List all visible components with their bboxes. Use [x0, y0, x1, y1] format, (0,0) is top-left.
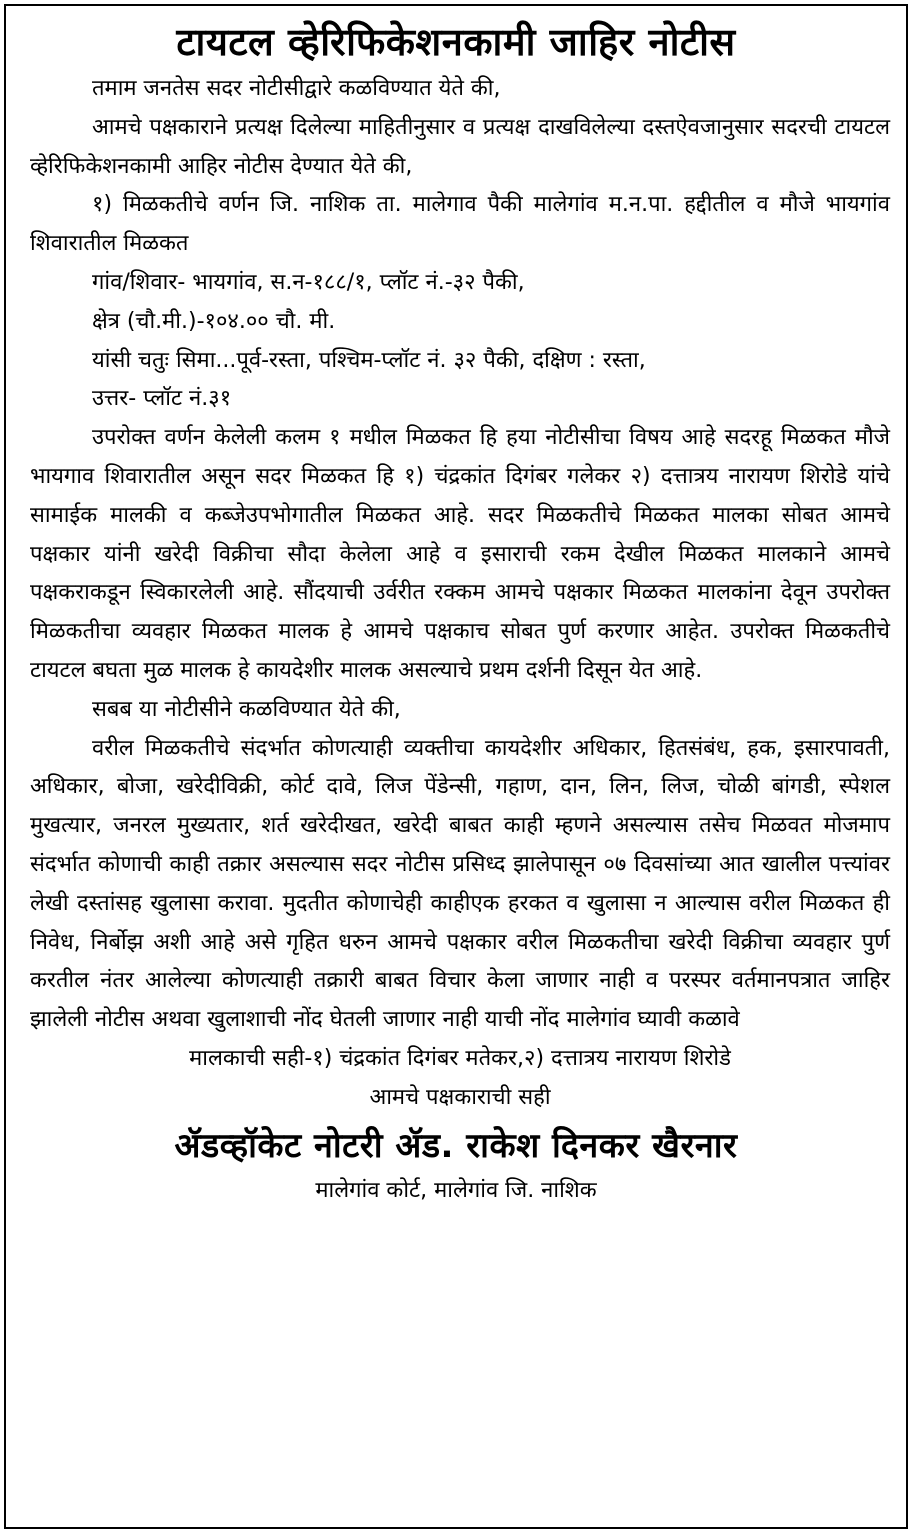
advocate-address: मालेगांव कोर्ट, मालेगांव जि. नाशिक — [315, 1177, 597, 1203]
notice-paragraph-3: वरील मिळकतीचे संदर्भात कोणत्याही व्यक्तीचा कायदेशीर अधिकार, हितसंबंध, हक, इसारपावती, अधिकार, बोजा, खरेदीविक्री, कोर्ट दावे, लिज पेंडेन्सी, गहाण, दान, लिन, लिज, चोळी बांगडी, स्पेशल मुखत्यार, जनरल मुख्यतार, शर्त खरेदीखत, खरेदी बाबत काही म्हणने असल्यास तसेच मिळवत मोजमाप संदर्भात कोणाची काही तक्रार असल्यास सदर नोटीस प्रसिध्द झालेपासून ०७ दिवसांच्या आत खालील पत्त्यांवर लेखी दस्तांसह खुलासा करावा. मुदतीत कोणाचेही काहीएक हरकत व खुलासा न आल्यास वरील मिळकत ही निवेध, निर्बोझ अशी आहे असे गृहित धरुन आमचे पक्षकार वरील मिळकतीचा खरेदी विक्रीचा व्यवहार पुर्ण करतील नंतर आलेल्या कोणत्याही तक्रारी बाबत विचार केला जाणार नाही व परस्पर वर्तमानपत्रात जाहिर झालेली नोटीस अथवा खुलाशाची नोंद घेतली जाणार नाही याची नोंद मालेगांव घ्यावी कळावे — [30, 735, 890, 1033]
notice-paragraph-1: आमचे पक्षकाराने प्रत्यक्ष दिलेल्या माहितीनुसार व प्रत्यक्ष दाखविलेल्या दस्तऐवजानुसार सदरची टायटल व्हेरिफिकेशनकामी आहिर नोटीस देण्यात येते की, — [30, 114, 890, 179]
public-notice — [4, 4, 908, 1529]
property-description: १) मिळकतीचे वर्णन जि. नाशिक ता. मालेगाव पैकी मालेगांव म.न.पा. हद्दीतील व मौजे भायगांव शिवारातील मिळकत — [30, 192, 890, 257]
property-north: उत्तर- प्लॉट नं.३१ — [92, 386, 232, 412]
notice-body — [6, 70, 906, 1118]
property-boundaries: यांसी चतुः सिमा...पूर्व-रस्ता, पश्चिम-प्लॉट नं. ३२ पैकी, दक्षिण : रस्ता, — [92, 347, 646, 373]
property-area: क्षेत्र (चौ.मी.)-१०४.०० चौ. मी. — [92, 308, 336, 334]
owner-signature: मालकाची सही-१) चंद्रकांत दिगंबर मतेकर,२) दत्तात्रय नारायण शिरोडे — [189, 1045, 731, 1071]
notice-intro: तमाम जनतेस सदर नोटीसीद्वारे कळविण्यात येते की, — [92, 76, 501, 101]
property-village: गांव/शिवार- भायगांव, स.न-१८८/१, प्लॉट नं.-३२ पैकी, — [92, 269, 525, 295]
client-signature: आमचे पक्षकाराची सही — [369, 1084, 551, 1110]
notice-title: टायटल व्हेरिफिकेशनकामी जाहिर नोटीस — [176, 20, 736, 64]
advocate-name: ॲडव्हॉकेट नोटरी ॲड. राकेश दिनकर खैरनार — [174, 1125, 738, 1166]
notice-paragraph-2: उपरोक्त वर्णन केलेली कलम १ मधील मिळकत हि हया नोटीसीचा विषय आहे सदरहू मिळकत मौजे भायगाव शिवारातील असून सदर मिळकत हि १) चंद्रकांत दिगंबर गलेकर २) दत्तात्रय नारायण शिरोडे यांचे सामाईक मालकी व कब्जेउपभोगातील मिळकत आहे. सदर मिळकतीचे मिळकत मालका सोबत आमचे पक्षकार यांनी खरेदी विक्रीचा सौदा केलेला आहे व इसाराची रकम देखील मिळकत मालकाने आमचे पक्षकराकडून स्विकारलेली आहे. सौंदयाची उर्वरीत रक्कम आमचे पक्षकार मिळकत मालकांना देवून उपरोक्त मिळकतीचा व्यवहार मिळकत मालक हे आमचे पक्षकाच सोबत पुर्ण करणार आहेत. उपरोक्त मिळकतीचे टायटल बघता मुळ मालक हे कायदेशीर मालक असल्याचे प्रथम दर्शनी दिसून येत आहे. — [30, 425, 890, 683]
notice-paragraph-3-intro: सबब या नोटीसीने कळविण्यात येते की, — [92, 696, 401, 722]
